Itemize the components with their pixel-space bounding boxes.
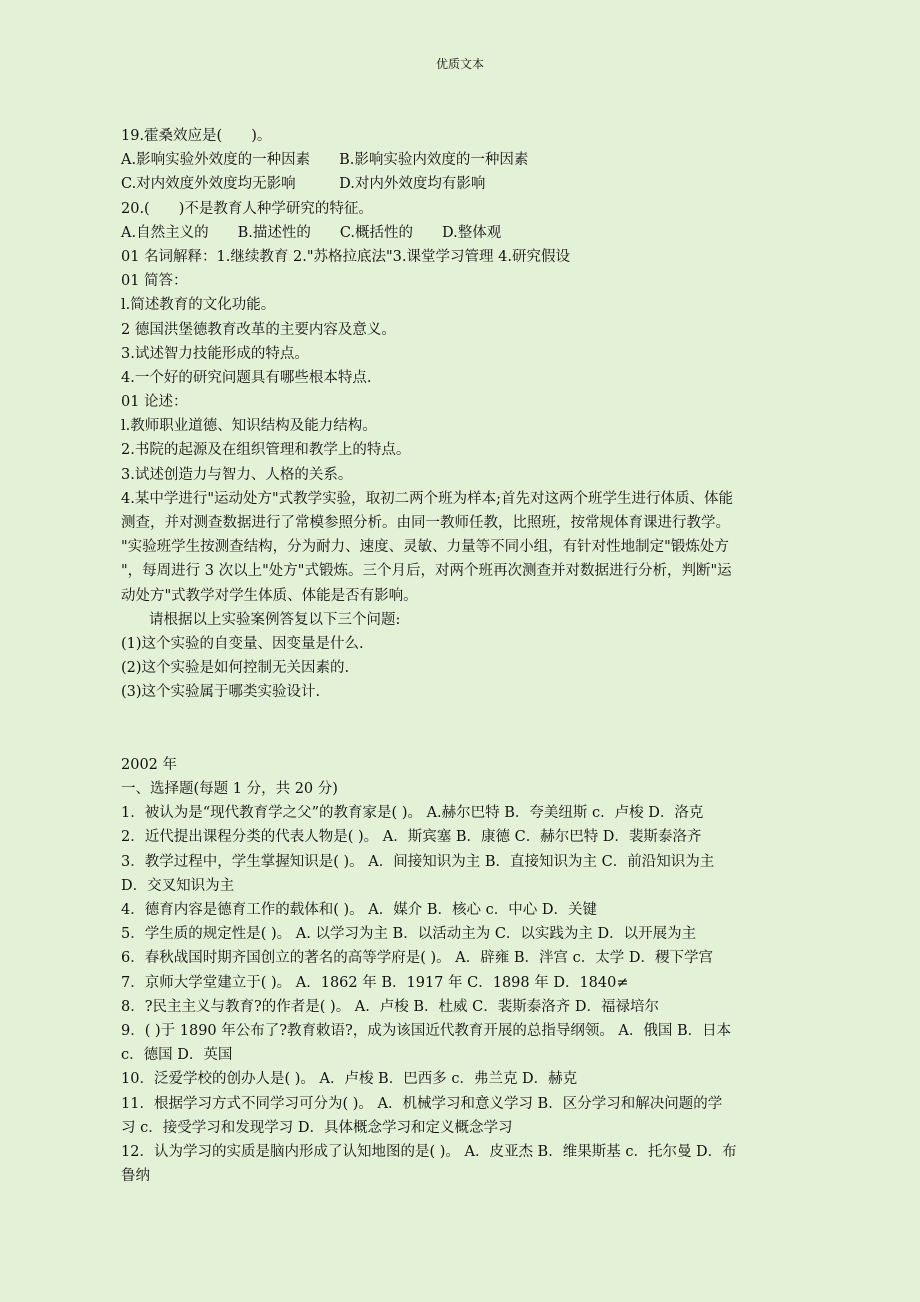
header-title: 优质文本 (435, 57, 484, 71)
text-line: 20.( )不是教育人种学研究的特征。 (121, 200, 373, 217)
text-line: A.影响实验外效度的一种因素 B.影响实验内效度的一种因素 (121, 152, 529, 169)
question-line: 鲁纳 (121, 1168, 150, 1185)
question-line: 2．近代提出课程分类的代表人物是( )。 A．斯宾塞 B．康德 C．赫尔巴特 D．裴斯泰洛齐 (121, 829, 702, 846)
text-line: l.教师职业道德、知识结构及能力结构。 (121, 418, 377, 435)
text-line: 19.霍桑效应是( )。 (121, 128, 272, 144)
text-line: (2)这个实验是如何控制无关因素的. (121, 660, 350, 677)
text-line: 3.试述智力技能形成的特点。 (121, 345, 309, 362)
section-2002-exam (121, 753, 817, 1188)
page-header (0, 56, 920, 72)
document-body (121, 124, 817, 1188)
question-line: c．德国 D．英国 (121, 1047, 233, 1064)
question-line: 5．学生质的规定性是( )。 A. 以学习为主 B．以活动主为 C．以实践为主 D．以开展为主 (121, 926, 697, 943)
question-line: 4．德育内容是德育工作的载体和( )。 A．媒介 B．核心 c．中心 D．关键 (121, 902, 597, 919)
question-line: 7．京师大学堂建立于( )。 A．1862 年 B．1917 年 C．1898 年 D．1840≠ (121, 974, 629, 991)
question-line: 11．根据学习方式不同学习可分为( )。 A．机械学习和意义学习 B．区分学习和解决问题的学 (121, 1095, 723, 1112)
text-line: C.对内效度外效度均无影响 D.对内外效度均有影响 (121, 176, 486, 193)
text-line: 测查，并对测查数据进行了常模参照分析。由同一教师任教，比照班，按常规体育课进行教学。 (121, 515, 730, 531)
text-line: 01 论述： (121, 394, 188, 411)
text-line: l.简述教育的文化功能。 (121, 297, 276, 314)
question-line: D．交叉知识为主 (121, 877, 235, 894)
question-line: 8．?民主主义与教育?的作者是( )。 A．卢梭 B．杜威 C．裴斯泰洛齐 D．福禄培尔 (121, 998, 659, 1015)
text-line: A.自然主义的 B.描述性的 C.概括性的 D.整体观 (121, 224, 502, 241)
section-heading: 一、选择题(每题 1 分，共 20 分) (121, 781, 338, 798)
text-line: 2.书院的起源及在组织管理和教学上的特点。 (121, 442, 411, 459)
text-line: "，每周进行 3 次以上"处方"式锻炼。三个月后，对两个班再次测查并对数据进行分析，判断"运 (121, 563, 732, 580)
question-line: 9．( )于 1890 年公布了?教育敕语?，成为该国近代教育开展的总指导纲领。 A．俄国 B．日本 (121, 1022, 732, 1039)
text-line: 01 简答： (121, 273, 188, 290)
year-heading: 2002 年 (121, 756, 178, 773)
section-questions-19-20-and-essays (121, 124, 817, 608)
instruction-line: 请根据以上实验案例答复以下三个问题: (149, 611, 401, 628)
question-line: 习 c．接受学习和发现学习 D．具体概念学习和定义概念学习 (121, 1119, 513, 1136)
text-line: 3.试述创造力与智力、人格的关系。 (121, 466, 353, 483)
text-line: (3)这个实验属于哪类实验设计. (121, 684, 321, 701)
question-line: 10．泛爱学校的创办人是( )。 A．卢梭 B．巴西多 c．弗兰克 D．赫克 (121, 1071, 578, 1088)
question-line: 3．教学过程中，学生掌握知识是( )。 A．间接知识为主 B．直接知识为主 C．前沿知识为主 (121, 853, 715, 870)
text-line: 4.一个好的研究问题具有哪些根本特点. (121, 369, 372, 386)
text-line: 动处方"式教学对学生体质、体能是否有影响。 (121, 587, 418, 604)
text-line: "实验班学生按测查结构，分为耐力、速度、灵敏、力量等不同小组，有针对性地制定"锻炼处方 (121, 539, 729, 556)
question-line: 12．认为学习的实质是脑内形成了认知地图的是( )。 A．皮亚杰 B．维果斯基 c．托尔曼 D．布 (121, 1143, 737, 1160)
text-line: 01 名词解释：1.继续教育 2."苏格拉底法"3.课堂学习管理 4.研究假设 (121, 248, 570, 265)
section-spacer (121, 705, 817, 753)
text-line: 4.某中学进行"运动处方"式教学实验，取初二两个班为样本;首先对这两个班学生进行体质、体能 (121, 490, 734, 507)
question-line: 6．春秋战国时期齐国创立的著名的高等学府是( )。 A．辟雍 B．泮宫 c．太学 D．稷下学宫 (121, 950, 713, 967)
section-sub-questions (121, 632, 817, 705)
question-line: 1．被认为是“现代教育学之父”的教育家是( )。 A.赫尔巴特 B．夸美纽斯 c．卢梭 D．洛克 (121, 805, 704, 822)
text-line: 2 德国洪堡德教育改革的主要内容及意义。 (121, 321, 396, 338)
text-line: (1)这个实验的自变量、因变量是什么. (121, 635, 364, 652)
